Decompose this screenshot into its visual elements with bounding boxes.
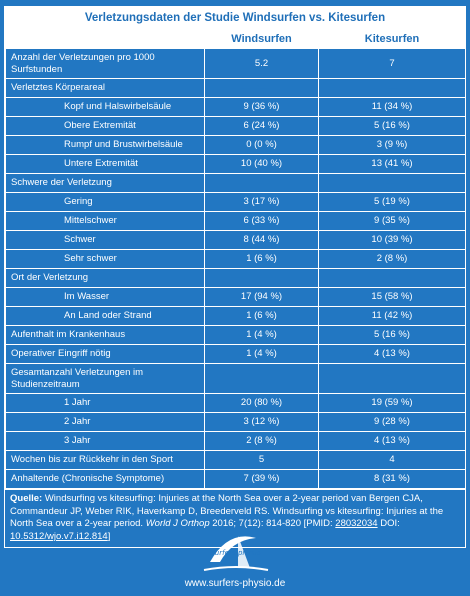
kitesurfen-value: 4 <box>319 451 466 470</box>
sub-row-label: Im Wasser <box>6 288 205 307</box>
kitesurfen-value: 13 (41 %) <box>319 155 466 174</box>
table-row <box>6 136 466 155</box>
windsurfen-value: 7 (39 %) <box>205 470 319 489</box>
source-text-4: ] <box>107 530 111 542</box>
table-row <box>6 394 466 413</box>
kitesurfen-value: 7 <box>319 49 466 79</box>
kitesurfen-value <box>319 269 466 288</box>
table-row <box>6 155 466 174</box>
table-row <box>6 432 466 451</box>
windsurfen-value <box>205 269 319 288</box>
sub-row-label: Rumpf und Brustwirbelsäule <box>6 136 205 155</box>
table-body <box>6 49 466 489</box>
table-row <box>6 79 466 98</box>
kitesurfen-value: 10 (39 %) <box>319 231 466 250</box>
table-row <box>6 288 466 307</box>
sub-row-label: Obere Extremität <box>6 117 205 136</box>
windsurfen-value: 20 (80 %) <box>205 394 319 413</box>
row-label: Anhaltende (Chronische Symptome) <box>6 470 205 489</box>
windsurfen-value: 1 (4 %) <box>205 345 319 364</box>
kitesurfen-value: 9 (35 %) <box>319 212 466 231</box>
kitesurfen-value: 4 (13 %) <box>319 345 466 364</box>
sub-row-label: Sehr schwer <box>6 250 205 269</box>
windsurfen-value: 3 (17 %) <box>205 193 319 212</box>
kitesurfen-value: 3 (9 %) <box>319 136 466 155</box>
kitesurfen-value: 15 (58 %) <box>319 288 466 307</box>
surfers-physio-logo <box>198 528 274 574</box>
sub-row-label: Schwer <box>6 231 205 250</box>
windsurfen-value: 6 (33 %) <box>205 212 319 231</box>
table-row <box>6 117 466 136</box>
source-label: Quelle: <box>10 493 43 504</box>
row-label: Schwere der Verletzung <box>6 174 205 193</box>
source-journal: World J Orthop <box>145 518 210 530</box>
footer-url[interactable]: www.surfers-physio.de <box>184 578 286 589</box>
table-row <box>6 98 466 117</box>
table-row <box>6 307 466 326</box>
doi-link[interactable]: 10.5312/wjo.v7.i12.814 <box>10 530 108 542</box>
kitesurfen-value: 11 (34 %) <box>319 98 466 117</box>
row-label: Ort der Verletzung <box>6 269 205 288</box>
table-row <box>6 326 466 345</box>
sub-row-label: 3 Jahr <box>6 432 205 451</box>
kitesurfen-value <box>319 79 466 98</box>
windsurfen-value: 5.2 <box>205 49 319 79</box>
row-label: Wochen bis zur Rückkehr in den Sport <box>6 451 205 470</box>
windsurfen-value: 5 <box>205 451 319 470</box>
row-label: Verletztes Körperareal <box>6 79 205 98</box>
sub-row-label: Gering <box>6 193 205 212</box>
kitesurfen-value: 5 (19 %) <box>319 193 466 212</box>
windsurfen-value: 1 (4 %) <box>205 326 319 345</box>
windsurfen-value <box>205 364 319 394</box>
windsurfen-value <box>205 174 319 193</box>
injury-table <box>5 29 466 489</box>
table-row <box>6 345 466 364</box>
windsurfen-value: 2 (8 %) <box>205 432 319 451</box>
table-row <box>6 413 466 432</box>
windsurfen-value: 6 (24 %) <box>205 117 319 136</box>
header-kitesurfen: Kitesurfen <box>319 30 466 49</box>
table-row <box>6 470 466 489</box>
header-windsurfen: Windsurfen <box>205 30 319 49</box>
kitesurfen-value <box>319 364 466 394</box>
kitesurfen-value: 9 (28 %) <box>319 413 466 432</box>
table-row <box>6 269 466 288</box>
table-row <box>6 364 466 394</box>
kitesurfen-value: 8 (31 %) <box>319 470 466 489</box>
table-row <box>6 174 466 193</box>
table-row <box>6 231 466 250</box>
windsurfen-value: 10 (40 %) <box>205 155 319 174</box>
sub-row-label: 1 Jahr <box>6 394 205 413</box>
table-row <box>6 212 466 231</box>
row-label: Anzahl der Verletzungen pro 1000 Surfstunden <box>6 49 205 79</box>
windsurfen-value: 1 (6 %) <box>205 307 319 326</box>
table-row <box>6 250 466 269</box>
source-text-3: DOI: <box>377 518 400 530</box>
row-label: Aufenthalt im Krankenhaus <box>6 326 205 345</box>
source-text-2: 2016; 7(12): 814-820 [PMID: <box>209 518 336 530</box>
windsurfen-value: 1 (6 %) <box>205 250 319 269</box>
kitesurfen-value: 5 (16 %) <box>319 326 466 345</box>
header-row <box>6 30 466 49</box>
table-row <box>6 193 466 212</box>
sub-row-label: Untere Extremität <box>6 155 205 174</box>
kitesurfen-value <box>319 174 466 193</box>
kitesurfen-value: 4 (13 %) <box>319 432 466 451</box>
kitesurfen-value: 2 (8 %) <box>319 250 466 269</box>
windsurfen-value: 3 (12 %) <box>205 413 319 432</box>
logo-text: surfers-physio <box>211 549 261 557</box>
sub-row-label: Kopf und Halswirbelsäule <box>6 98 205 117</box>
windsurfen-value: 17 (94 %) <box>205 288 319 307</box>
windsurfen-value: 8 (44 %) <box>205 231 319 250</box>
windsurfen-value: 9 (36 %) <box>205 98 319 117</box>
pmid-link[interactable]: 28032034 <box>335 518 378 530</box>
windsurfen-value <box>205 79 319 98</box>
table-title: Verletzungsdaten der Studie Windsurfen vs. Kitesurfen <box>5 7 465 29</box>
sub-row-label: An Land oder Strand <box>6 307 205 326</box>
kitesurfen-value: 19 (59 %) <box>319 394 466 413</box>
kitesurfen-value: 5 (16 %) <box>319 117 466 136</box>
table-row <box>6 451 466 470</box>
kitesurfen-value: 11 (42 %) <box>319 307 466 326</box>
row-label: Operativer Eingriff nötig <box>6 345 205 364</box>
windsurfen-value: 0 (0 %) <box>205 136 319 155</box>
source-text-1: Windsurfing vs kitesurfing: Injuries at the North Sea over a 2-year period van Bergen CJA, Commandeur JP, Weber RIK, Haverkamp D, Breederveld RS. Windsurfing vs kitesurfing: Injuries at the North Sea over a 2-year period. <box>10 493 444 530</box>
sub-row-label: Mittelschwer <box>6 212 205 231</box>
table-row <box>6 49 466 79</box>
data-table-frame <box>4 6 466 548</box>
header-blank <box>6 30 205 49</box>
sub-row-label: 2 Jahr <box>6 413 205 432</box>
row-label: Gesamtanzahl Verletzungen im Studienzeitraum <box>6 364 205 394</box>
